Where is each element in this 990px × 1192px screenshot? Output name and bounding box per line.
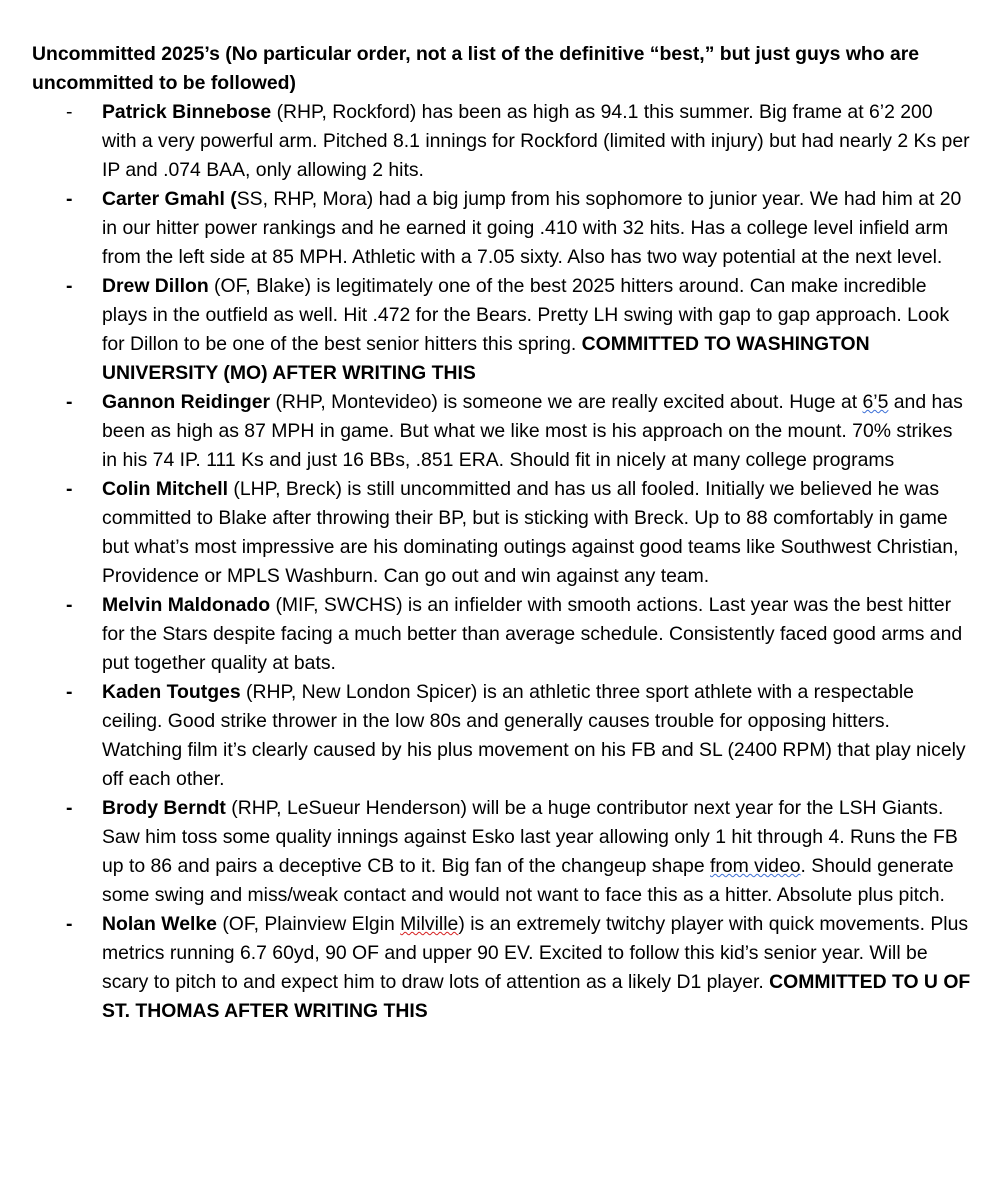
commitment-note: COMMITTED TO WASHINGTON UNIVERSITY (MO) AFTER WRITING THIS bbox=[102, 333, 870, 384]
player-description-part: (OF, Plainview Elgin bbox=[216, 913, 401, 935]
bullet-dash: - bbox=[66, 478, 73, 500]
player-name: Brody Berndt bbox=[102, 797, 226, 819]
bullet-dash: - bbox=[66, 594, 73, 616]
bullet-dash: - bbox=[66, 188, 73, 210]
player-name: Melvin Maldonado bbox=[102, 594, 271, 616]
player-description: (RHP, Rockford) has been as high as 94.1 this summer. Big frame at 6’2 200 with a very powerful arm. Pitched 8.1 innings for Rockford (limited with injury) but had nearly 2 Ks per IP and .074 BAA, only allowing 2 hits. bbox=[102, 101, 970, 181]
player-description: (MIF, SWCHS) is an infielder with smooth actions. Last year was the best hitter for the Stars despite facing a much better than average schedule. Consistently faced good arms and put together quality at bats. bbox=[102, 594, 963, 674]
bullet-dash: - bbox=[66, 913, 73, 935]
player-description-part: ) is an extremely twitchy player with quick movements. Plus metrics running 6.7 60yd, 90 OF and upper 90 EV. Excited to follow this kid’s senior year. Will be scary to pitch to and expect him to draw lots of attention as a likely D1 player. bbox=[102, 913, 969, 993]
section-heading: Uncommitted 2025’s (No particular order, not a list of the definitive “best,” but just guys who are uncommitted to be followed) bbox=[32, 43, 920, 94]
list-item-welke bbox=[32, 910, 972, 1026]
player-name: Drew Dillon bbox=[102, 275, 209, 297]
list-item-reidinger bbox=[32, 388, 972, 475]
player-description-part: (RHP, Montevideo) is someone we are really excited about. Huge at bbox=[270, 391, 863, 413]
bullet-dash: - bbox=[66, 391, 73, 413]
player-name: Kaden Toutges bbox=[102, 681, 241, 703]
player-name: Gannon Reidinger bbox=[102, 391, 271, 413]
player-name: Colin Mitchell bbox=[102, 478, 229, 500]
list-item-berndt bbox=[32, 794, 972, 910]
player-description-part: and has been as high as 87 MPH in game. But what we like most is his approach on the mount. 70% strikes in his 74 IP. 111 Ks and just 16 BBs, .851 ERA. Should fit in nicely at many college programs bbox=[102, 391, 963, 471]
commitment-note: COMMITTED TO U OF ST. THOMAS AFTER WRITING THIS bbox=[102, 971, 971, 1022]
player-description-part: . Should generate some swing and miss/weak contact and would not want to face this as a hitter. Absolute plus pitch. bbox=[102, 855, 954, 906]
list-item-toutges bbox=[32, 678, 972, 794]
player-description: (RHP, New London Spicer) is an athletic three sport athlete with a respectable ceiling. Good strike thrower in the low 80s and generally causes trouble for opposing hitters. Watching film it’s clearly caused by his plus movement on his FB and SL (2400 RPM) that play nicely off each other. bbox=[102, 681, 966, 790]
spellcheck-flagged-text: from video bbox=[710, 855, 801, 877]
player-description: SS, RHP, Mora) had a big jump from his sophomore to junior year. We had him at 20 in our hitter power rankings and he earned it going .410 with 32 hits. Has a college level infield arm from the left side at 85 MPH. Athletic with a 7.05 sixty. Also has two way potential at the next level. bbox=[102, 188, 962, 268]
bullet-dash: - bbox=[66, 681, 73, 703]
document bbox=[32, 40, 972, 1026]
player-description: (OF, Blake) is legitimately one of the best 2025 hitters around. Can make incredible plays in the outfield as well. Hit .472 for the Bears. Pretty LH swing with gap to gap approach. Look for Dillon to be one of the best senior hitters this spring. bbox=[102, 275, 950, 355]
player-description-part: (RHP, LeSueur Henderson) will be a huge contributor next year for the LSH Giants. Saw him toss some quality innings against Esko last year allowing only 1 hit through 4. Runs the FB up to 86 and pairs a deceptive CB to it. Big fan of the changeup shape bbox=[102, 797, 958, 877]
list-item-dillon bbox=[32, 272, 972, 388]
player-name: Patrick Binnebose bbox=[102, 101, 272, 123]
player-list bbox=[32, 98, 972, 1026]
spellcheck-flagged-text: Milville bbox=[400, 913, 459, 935]
player-name: Nolan Welke bbox=[102, 913, 217, 935]
list-item-mitchell bbox=[32, 475, 972, 591]
bullet-dash: - bbox=[66, 797, 73, 819]
spellcheck-flagged-text: 6’5 bbox=[862, 391, 889, 413]
list-item-binnebose bbox=[32, 98, 972, 185]
list-item-maldonado bbox=[32, 591, 972, 678]
bullet-dash: - bbox=[66, 101, 73, 123]
bullet-dash: - bbox=[66, 275, 73, 297]
list-item-gmahl bbox=[32, 185, 972, 272]
player-name: Carter Gmahl ( bbox=[102, 188, 237, 210]
player-description: (LHP, Breck) is still uncommitted and has us all fooled. Initially we believed he was committed to Blake after throwing their BP, but is sticking with Breck. Up to 88 comfortably in game but what’s most impressive are his dominating outings against good teams like Southwest Christian, Providence or MPLS Washburn. Can go out and win against any team. bbox=[102, 478, 959, 587]
